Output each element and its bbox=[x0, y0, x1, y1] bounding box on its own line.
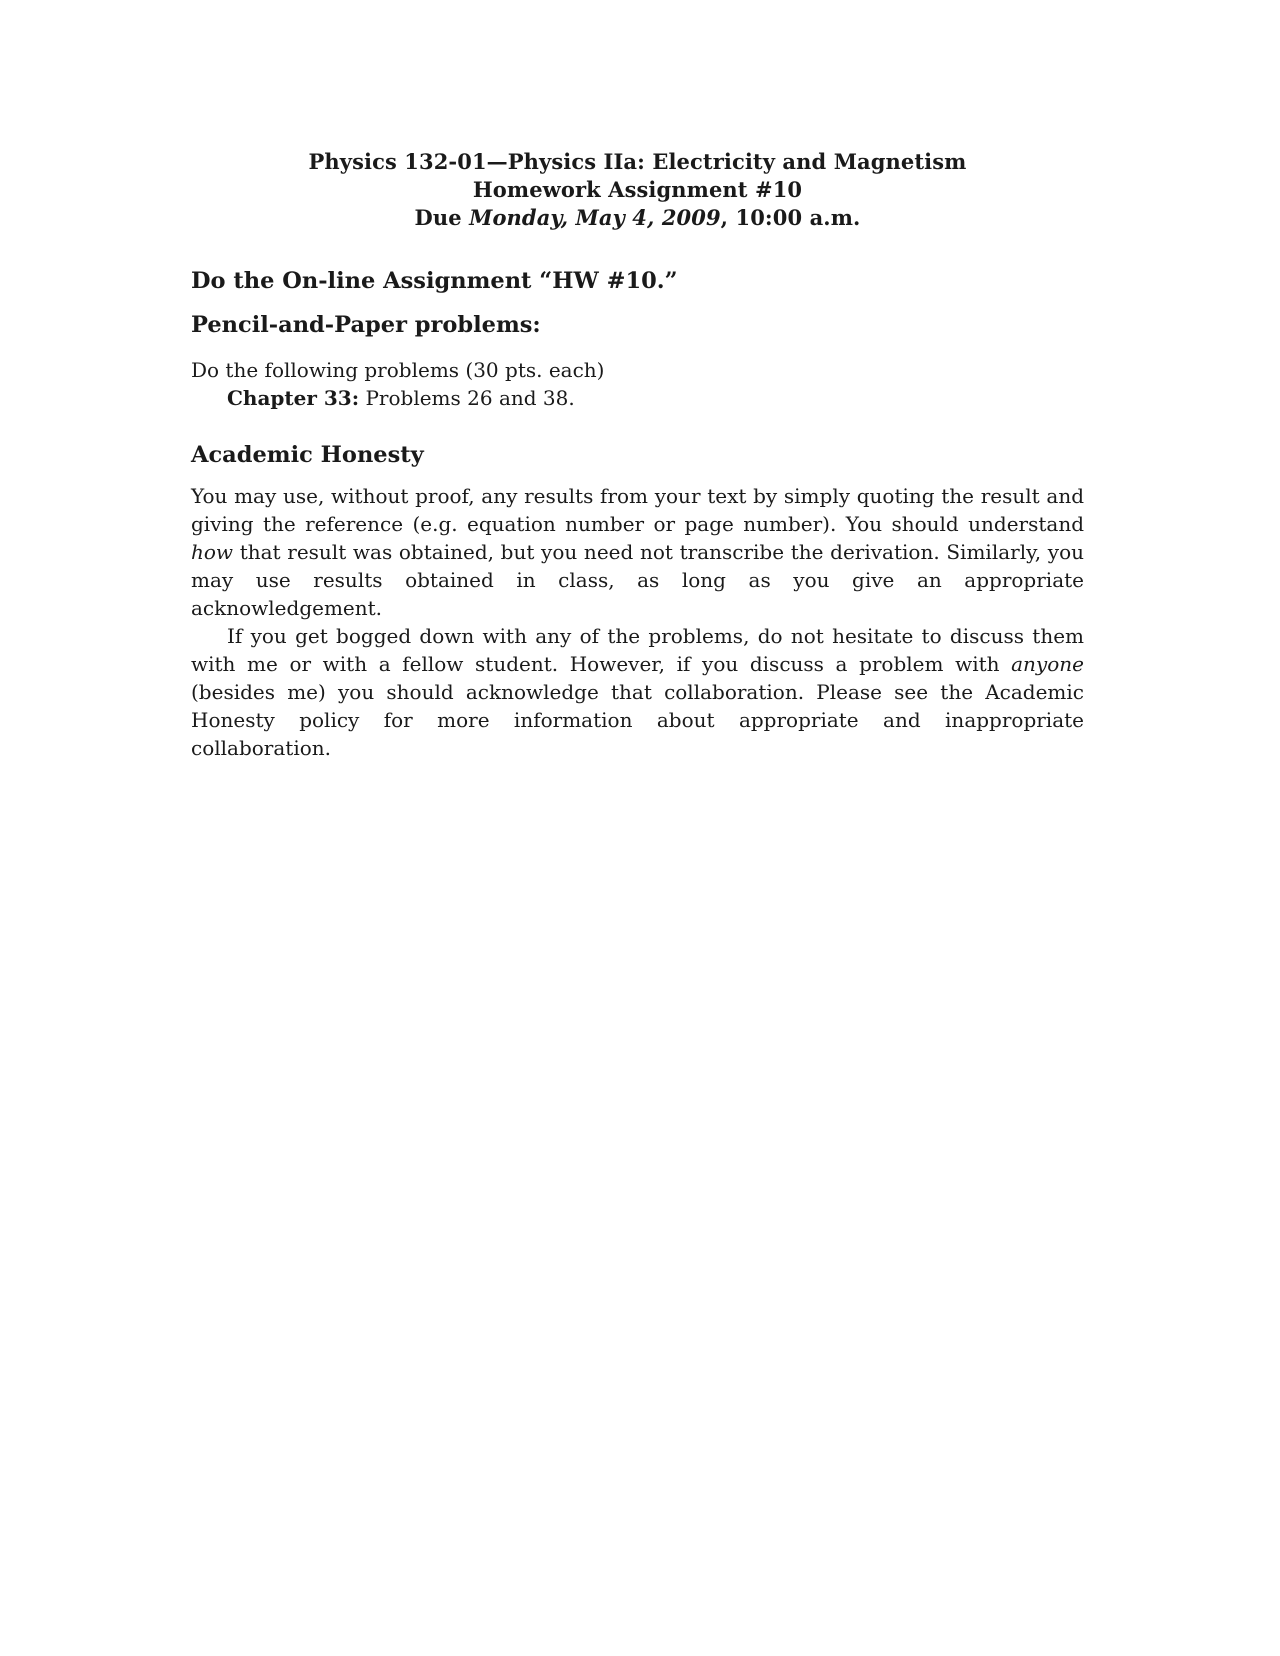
honesty-paragraph-1 bbox=[191, 482, 1084, 622]
chapter-line bbox=[191, 384, 1084, 412]
honesty-p2-text-a: If you get bogged down with any of the problems, do not hesitate to discuss them with me or with a fellow student. However, if you discuss a problem with bbox=[191, 624, 1084, 676]
honesty-p1-text-a: You may use, without proof, any results from your text by simply quoting the result and giving the reference (e.g. equation number or page number). You should understand bbox=[191, 484, 1084, 536]
due-prefix: Due bbox=[414, 205, 470, 230]
due-time: , 10:00 a.m. bbox=[720, 205, 861, 230]
due-line bbox=[191, 204, 1084, 232]
honesty-p2-text-b: (besides me) you should acknowledge that collaboration. Please see the Academic Honesty policy for more information about appropriate and inappropriate collaboration. bbox=[191, 680, 1084, 760]
problems-block bbox=[191, 356, 1084, 412]
document-header bbox=[191, 148, 1084, 232]
assignment-title: Homework Assignment #10 bbox=[472, 177, 803, 202]
honesty-paragraph-2 bbox=[191, 622, 1084, 762]
online-assignment-heading: Do the On-line Assignment “HW #10.” bbox=[191, 268, 678, 294]
document-page bbox=[191, 148, 1084, 762]
problems-intro: Do the following problems (30 pts. each) bbox=[191, 358, 605, 382]
academic-honesty-heading: Academic Honesty bbox=[191, 442, 424, 468]
pencil-paper-heading: Pencil-and-Paper problems: bbox=[191, 312, 541, 338]
due-date: Monday, May 4, 2009 bbox=[469, 205, 721, 230]
chapter-problems: Problems 26 and 38. bbox=[359, 386, 575, 410]
chapter-label: Chapter 33: bbox=[227, 386, 360, 410]
honesty-p1-emphasis: how bbox=[191, 540, 234, 564]
honesty-p2-emphasis: anyone bbox=[1011, 652, 1084, 676]
honesty-p1-text-b: that result was obtained, but you need not transcribe the derivation. Similarly, you may use results obtained in class, as long as you give an appropriate acknowledgement. bbox=[191, 540, 1084, 620]
course-title: Physics 132-01—Physics IIa: Electricity and Magnetism bbox=[308, 149, 967, 174]
